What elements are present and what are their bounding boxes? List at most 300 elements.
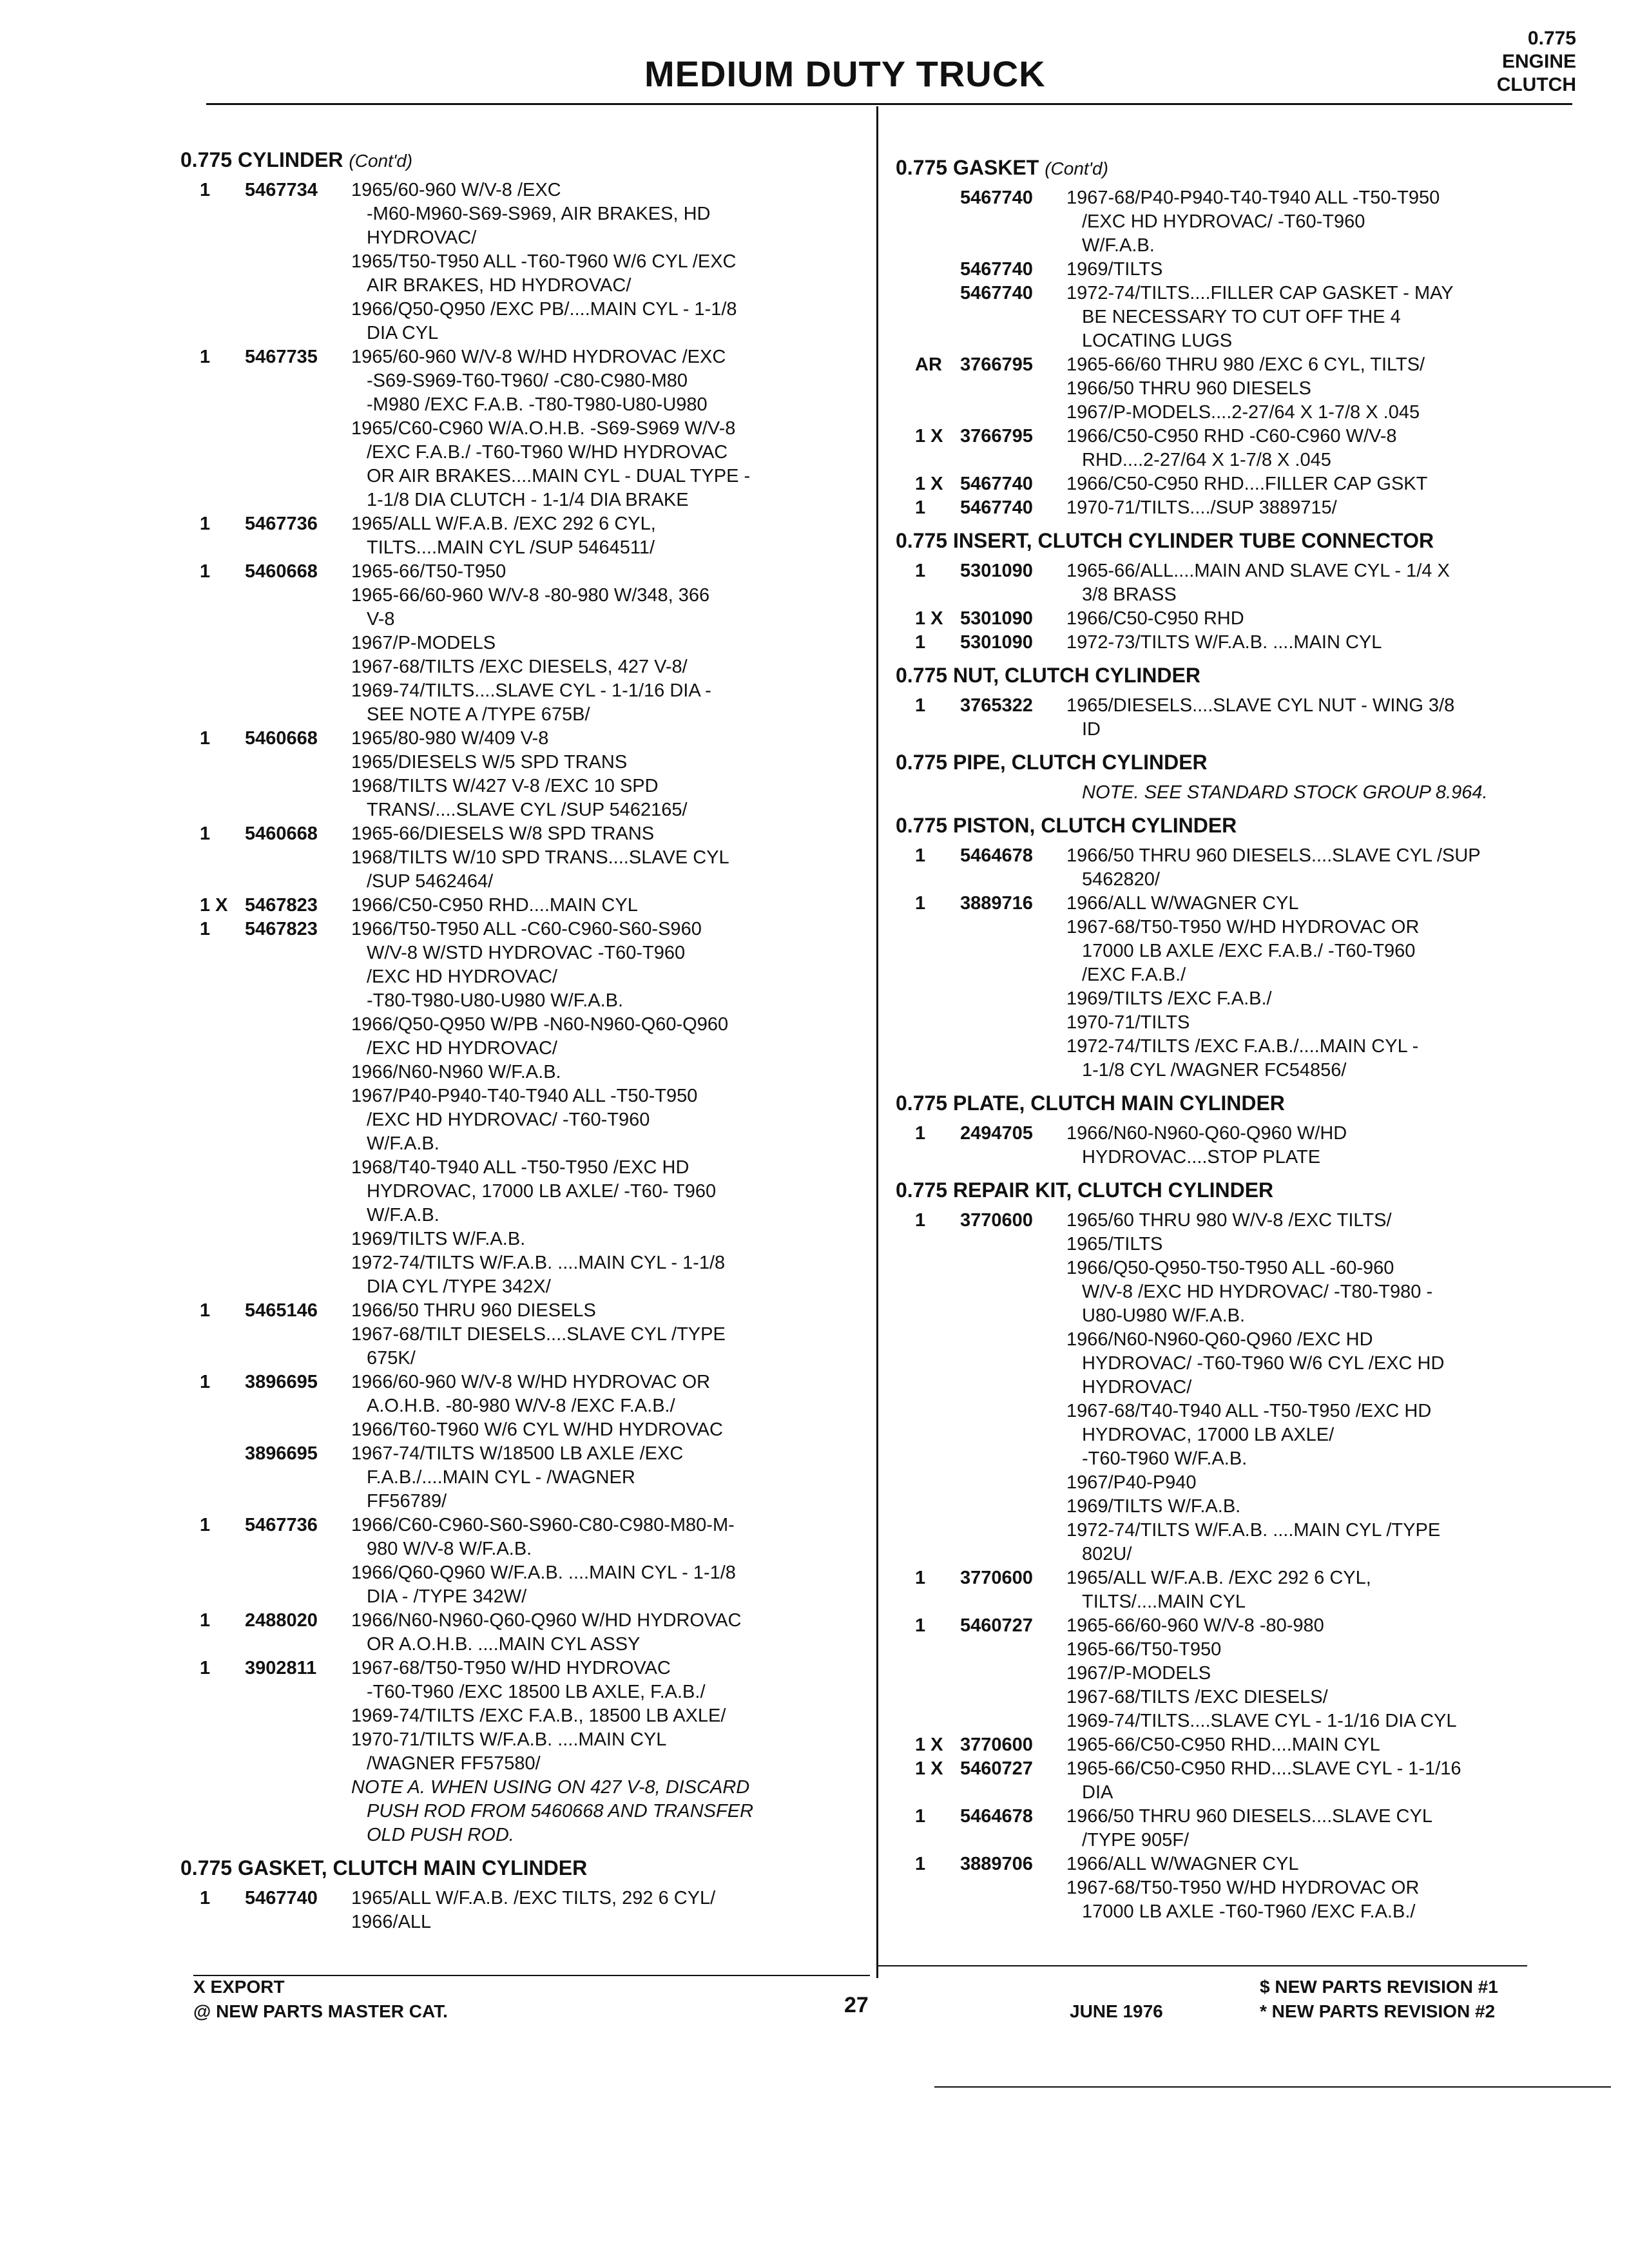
part-entry [896,496,1553,520]
part-quantity [896,258,960,282]
part-quantity: 1 [915,1568,926,1588]
section-heading [896,751,1553,774]
description-line: 1965/DIESELS....SLAVE CYL NUT - WING 3/8 [1066,695,1455,716]
part-description [1066,472,1553,496]
part-entry [180,1299,857,1370]
part-entry [896,559,1553,607]
part-number: 5467740 [960,187,1033,208]
description-line: /SUP 5462464/ [367,871,494,892]
description-line: HYDROVAC/ [367,227,477,248]
description-line: 1966/C50-C950 RHD [1066,608,1244,629]
part-number: 5301090 [960,608,1033,629]
part-entry [180,345,857,512]
part-description [351,1887,857,1934]
description-line: 1965/C60-C960 W/A.O.H.B. -S69-S969 W/V-8 [351,418,736,439]
description-line: TRANS/....SLAVE CYL /SUP 5462165/ [367,800,688,820]
part-quantity: 1 X [200,895,228,916]
part-description [351,345,857,512]
part-description [1066,496,1553,520]
part-quantity: 1 [915,893,926,914]
part-number: 2494705 [960,1123,1033,1144]
description-line: 1970-71/TILTS..../SUP 3889715/ [1066,497,1337,518]
part-entry [180,1442,857,1514]
description-line: 1966/50 THRU 960 DIESELS....SLAVE CYL [1066,1806,1432,1827]
description-line: W/F.A.B. [367,1205,439,1225]
description-line: 1965-66/60 THRU 980 /EXC 6 CYL, TILTS/ [1066,354,1425,375]
description-line: 1966/ALL W/WAGNER CYL [1066,893,1299,914]
description-line: 1966/T50-T950 ALL -C60-C960-S60-S960 [351,919,702,939]
part-number: 5467740 [960,259,1033,280]
part-quantity: 1 [915,1806,926,1827]
section-title: 0.775 GASKET [896,156,1039,179]
description-line: 1967-68/T50-T950 W/HD HYDROVAC OR [1066,917,1420,937]
description-line: 1969-74/TILTS....SLAVE CYL - 1-1/16 DIA CYL [1066,1711,1457,1731]
part-entry [896,607,1553,631]
part-entry [180,822,857,894]
section-heading [896,1178,1553,1202]
description-line: 1967-74/TILTS W/18500 LB AXLE /EXC [351,1443,684,1464]
part-number: 3896695 [245,1443,318,1464]
part-number: 5460668 [245,728,318,749]
description-line: NOTE A. WHEN USING ON 427 V-8, DISCARD [351,1777,750,1798]
description-line: 1972-74/TILTS W/F.A.B. ....MAIN CYL /TYPE [1066,1520,1441,1541]
footer-rule-right [876,1965,1527,1966]
part-quantity [180,1442,245,1514]
description-line: 1965/ALL W/F.A.B. /EXC 292 6 CYL, [351,514,656,534]
part-number: 5467736 [245,1515,318,1535]
part-entry [896,892,1553,1082]
description-line: 1972-74/TILTS W/F.A.B. ....MAIN CYL - 1-1/8 [351,1253,726,1273]
part-number: 5460668 [245,561,318,582]
section-continued-label: (Cont'd) [349,151,413,171]
description-line: 1967-68/T50-T950 W/HD HYDROVAC OR [1066,1878,1420,1898]
description-line: W/V-8 /EXC HD HYDROVAC/ -T80-T980 - [1082,1282,1433,1302]
part-number: 5467740 [960,497,1033,518]
part-number: 5460668 [245,823,318,844]
description-line: DIA CYL [367,323,439,343]
description-line: /TYPE 905F/ [1082,1830,1190,1850]
description-line: NOTE. SEE STANDARD STOCK GROUP 8.964. [1082,782,1488,803]
part-description [351,1514,857,1609]
description-line: HYDROVAC/ [1082,1377,1192,1398]
description-line: DIA - /TYPE 342W/ [367,1586,527,1607]
description-line: 1969-74/TILTS....SLAVE CYL - 1-1/16 DIA - [351,680,711,701]
part-quantity: 1 [200,1515,211,1535]
description-line: 1972-74/TILTS....FILLER CAP GASKET - MAY [1066,283,1454,303]
part-number: 2488020 [245,1610,318,1631]
description-line: 1966/ALL [351,1912,432,1932]
part-description [351,822,857,894]
part-number: 3896695 [245,1372,318,1392]
description-line: W/V-8 W/STD HYDROVAC -T60-T960 [367,943,686,963]
description-line: 1965-66/T50-T950 [1066,1639,1222,1660]
description-line: 1965/60-960 W/V-8 W/HD HYDROVAC /EXC [351,347,726,367]
description-line: /EXC HD HYDROVAC/ [367,966,557,987]
part-quantity: 1 [200,823,211,844]
part-quantity: 1 [200,1610,211,1631]
header-category-block [1497,27,1576,97]
part-description [1066,425,1553,472]
description-line: 1966/N60-N960-Q60-Q960 /EXC HD [1066,1329,1373,1350]
section-heading [896,529,1553,553]
description-line: 1965-66/T50-T950 [351,561,506,582]
part-description [351,178,857,345]
description-line: /WAGNER FF57580/ [367,1753,541,1774]
description-line: BE NECESSARY TO CUT OFF THE 4 [1082,307,1401,327]
part-quantity [896,282,960,353]
part-description [1066,694,1553,742]
part-quantity: 1 [915,1615,926,1636]
part-number: 3765322 [960,695,1033,716]
description-line: 1965-66/DIESELS W/8 SPD TRANS [351,823,655,844]
header-category: ENGINE [1501,51,1576,72]
part-entry [896,472,1553,496]
description-line: 1969/TILTS W/F.A.B. [351,1229,526,1249]
part-entry [180,560,857,727]
part-number: 5467735 [245,347,318,367]
part-quantity: 1 X [915,474,943,494]
part-description [351,727,857,822]
description-line: 1966/C50-C950 RHD -C60-C960 W/V-8 [1066,426,1397,447]
part-quantity: 1 X [915,1735,943,1755]
description-line: 1965-66/C50-C950 RHD....SLAVE CYL - 1-1/16 [1066,1758,1461,1779]
part-entry [180,1609,857,1657]
description-line: 1966/50 THRU 960 DIESELS....SLAVE CYL /SUP [1066,845,1481,866]
header-subcategory: CLUTCH [1496,74,1576,95]
part-description [1066,892,1553,1082]
description-line: -M60-M960-S69-S969, AIR BRAKES, HD [367,204,711,224]
description-line: DIA [1082,1782,1113,1803]
description-line: 802U/ [1082,1544,1132,1564]
section-title: 0.775 INSERT, CLUTCH CYLINDER TUBE CONNECTOR [896,529,1434,552]
part-description [1066,631,1553,655]
part-quantity [896,186,960,258]
part-quantity [896,781,960,805]
description-line: 5462820/ [1082,869,1160,890]
part-description [1066,1566,1553,1614]
part-description [351,1370,857,1442]
part-entry [180,918,857,1299]
description-line: 1-1/8 DIA CLUTCH - 1-1/4 DIA BRAKE [367,490,689,510]
description-line: 1966/Q50-Q950-T50-T950 ALL -60-960 [1066,1258,1394,1278]
description-line: 1966/N60-N960-Q60-Q960 W/HD HYDROVAC [351,1610,742,1631]
section-title: 0.775 PIPE, CLUTCH CYLINDER [896,751,1208,774]
description-line: 1972-74/TILTS /EXC F.A.B./....MAIN CYL - [1066,1036,1419,1057]
section-title: 0.775 GASKET, CLUTCH MAIN CYLINDER [180,1856,588,1879]
part-number: 3889706 [960,1854,1033,1874]
description-line: 1965/ALL W/F.A.B. /EXC TILTS, 292 6 CYL/ [351,1888,716,1908]
part-quantity: 1 [200,561,211,582]
section-heading [896,1091,1553,1115]
part-entry [896,844,1553,892]
part-quantity: 1 [915,845,926,866]
part-description [351,512,857,560]
description-line: -T60-T960 W/F.A.B. [1082,1448,1248,1469]
left-column [180,139,857,1934]
footer-rule-left [193,1975,870,1976]
part-description [351,1657,857,1847]
description-line: 1967/P40-P940-T40-T940 ALL -T50-T950 [351,1086,698,1106]
part-description [1066,1122,1553,1169]
part-description [1066,258,1553,282]
description-line: LOCATING LUGS [1082,331,1233,351]
part-quantity: 1 [915,1210,926,1231]
part-quantity: 1 [200,728,211,749]
part-quantity: 1 X [915,426,943,447]
description-line: 1967/P-MODELS [1066,1663,1211,1684]
section-title: 0.775 PLATE, CLUTCH MAIN CYLINDER [896,1091,1285,1115]
part-quantity: 1 [200,1372,211,1392]
description-line: 1967/P40-P940 [1066,1472,1197,1493]
description-line: TILTS/....MAIN CYL [1082,1591,1246,1612]
description-line: 1972-73/TILTS W/F.A.B. ....MAIN CYL [1066,632,1382,653]
description-line: 1965/ALL W/F.A.B. /EXC 292 6 CYL, [1066,1568,1371,1588]
part-description [1066,559,1553,607]
description-line: 1966/N60-N960-Q60-Q960 W/HD [1066,1123,1347,1144]
part-number: 3902811 [245,1658,317,1678]
part-number: 3766795 [960,354,1033,375]
description-line: /EXC F.A.B./ [1082,965,1186,985]
part-entry [896,694,1553,742]
section-heading [896,814,1553,838]
description-line: 1965/80-980 W/409 V-8 [351,728,549,749]
description-line: AIR BRAKES, HD HYDROVAC/ [367,275,631,296]
description-line: 1965-66/C50-C950 RHD....MAIN CYL [1066,1735,1380,1755]
description-line: 17000 LB AXLE /EXC F.A.B./ -T60-T960 [1082,941,1416,961]
part-number: 5467736 [245,514,318,534]
part-number: 5464678 [960,1806,1033,1827]
part-quantity: 1 [200,919,211,939]
part-quantity: 1 [200,347,211,367]
description-line: A.O.H.B. -80-980 W/V-8 /EXC F.A.B./ [367,1396,675,1416]
description-line: TILTS....MAIN CYL /SUP 5464511/ [367,537,655,558]
section-heading [180,1856,857,1880]
description-line: 1967-68/TILTS /EXC DIESELS/ [1066,1687,1328,1707]
description-line: 1966/60-960 W/V-8 W/HD HYDROVAC OR [351,1372,711,1392]
column-divider [876,106,878,1978]
description-line: 1966/ALL W/WAGNER CYL [1066,1854,1299,1874]
description-line: 1969/TILTS /EXC F.A.B./ [1066,988,1272,1009]
header-rule [206,103,1572,105]
part-entry [180,178,857,345]
description-line: 675K/ [367,1348,416,1369]
description-line: 1967-68/T40-T940 ALL -T50-T950 /EXC HD [1066,1401,1432,1421]
description-line: U80-U980 W/F.A.B. [1082,1305,1246,1326]
description-line: ID [1082,719,1101,740]
section-title: 0.775 NUT, CLUTCH CYLINDER [896,664,1200,687]
description-line: RHD....2-27/64 X 1-7/8 X .045 [1082,450,1331,470]
bottom-rule [934,2086,1611,2088]
part-number: 3770600 [960,1735,1033,1755]
description-line: /EXC HD HYDROVAC/ [367,1038,557,1059]
description-line: -S69-S969-T60-T960/ -C80-C980-M80 [367,370,688,391]
part-description [1066,844,1553,892]
description-line: 1967/P-MODELS....2-27/64 X 1-7/8 X .045 [1066,402,1420,423]
part-entry [180,1657,857,1847]
part-entry [896,1757,1553,1805]
header-section-code: 0.775 [1527,28,1576,49]
part-entry [896,631,1553,655]
description-line: -T60-T960 /EXC 18500 LB AXLE, F.A.B./ [367,1682,706,1702]
description-line: 980 W/V-8 W/F.A.B. [367,1539,532,1559]
section-heading [180,148,857,172]
description-line: OLD PUSH ROD. [367,1825,514,1845]
part-quantity: 1 [200,180,211,200]
part-quantity: 1 [200,1300,211,1321]
part-entry [180,512,857,560]
description-line: 17000 LB AXLE -T60-T960 /EXC F.A.B./ [1082,1901,1416,1922]
description-line: DIA CYL /TYPE 342X/ [367,1276,551,1297]
part-number: 5460727 [960,1615,1033,1636]
part-entry [896,258,1553,282]
footer-revision-2: * NEW PARTS REVISION #2 [1260,2001,1496,2021]
part-entry [180,727,857,822]
description-line: HYDROVAC, 17000 LB AXLE/ -T60- T960 [367,1181,717,1202]
part-entry [896,1122,1553,1169]
description-line: PUSH ROD FROM 5460668 AND TRANSFER [367,1801,754,1821]
page-number: 27 [844,1993,869,2017]
description-line: 1965/T50-T950 ALL -T60-T960 W/6 CYL /EXC [351,251,737,272]
part-quantity: 1 [915,695,926,716]
part-description [1066,1805,1553,1852]
description-line: 1967-68/P40-P940-T40-T940 ALL -T50-T950 [1066,187,1440,208]
part-description [1066,1852,1553,1924]
part-description [1066,282,1553,353]
part-number: 5467823 [245,919,318,939]
description-line: 1965-66/ALL....MAIN AND SLAVE CYL - 1/4 X [1066,561,1450,581]
footer-revision-1: $ NEW PARTS REVISION #1 [1260,1977,1498,1997]
section-title: 0.775 REPAIR KIT, CLUTCH CYLINDER [896,1178,1274,1202]
section-continued-label: (Cont'd) [1045,159,1108,178]
part-number: 5467740 [960,283,1033,303]
part-description [1066,1209,1553,1566]
description-line: HYDROVAC, 17000 LB AXLE/ [1082,1425,1335,1445]
part-entry [180,1514,857,1609]
description-line: V-8 [367,609,395,629]
part-description [1066,353,1553,425]
part-number: 3770600 [960,1568,1033,1588]
description-line: /EXC F.A.B./ -T60-T960 W/HD HYDROVAC [367,442,728,463]
part-quantity: 1 X [915,1758,943,1779]
part-description [1066,1614,1553,1733]
part-description [1066,1757,1553,1805]
description-line: 1-1/8 CYL /WAGNER FC54856/ [1082,1060,1347,1081]
description-line: 1966/Q50-Q950 /EXC PB/....MAIN CYL - 1-1/8 [351,299,737,320]
part-entry [896,353,1553,425]
description-line: SEE NOTE A /TYPE 675B/ [367,704,590,725]
part-description [1066,186,1553,258]
description-line: OR AIR BRAKES....MAIN CYL - DUAL TYPE - [367,466,751,486]
description-line: 1965/60-960 W/V-8 /EXC [351,180,561,200]
section-title: 0.775 PISTON, CLUTCH CYLINDER [896,814,1237,837]
description-line: 1967/P-MODELS [351,633,496,653]
part-quantity: 1 [200,514,211,534]
right-column [896,147,1553,1924]
description-line: /EXC HD HYDROVAC/ -T60-T960 [367,1110,650,1130]
part-entry [896,1805,1553,1852]
footer-date: JUNE 1976 [1070,2001,1163,2021]
description-line: 1970-71/TILTS W/F.A.B. ....MAIN CYL [351,1729,667,1750]
description-line: 1966/Q50-Q950 W/PB -N60-N960-Q60-Q960 [351,1014,729,1035]
part-number: 3889716 [960,893,1033,914]
part-entry [896,1614,1553,1733]
description-line: 1966/50 THRU 960 DIESELS [351,1300,596,1321]
part-description [351,918,857,1299]
description-line: 1968/T40-T940 ALL -T50-T950 /EXC HD [351,1157,689,1178]
part-quantity: 1 [915,561,926,581]
description-line: 1966/T60-T960 W/6 CYL W/HD HYDROVAC [351,1419,723,1440]
part-description [351,560,857,727]
page-title: MEDIUM DUTY TRUCK [644,53,1046,94]
description-line: 1969/TILTS W/F.A.B. [1066,1496,1241,1517]
description-line: 1966/C50-C950 RHD....FILLER CAP GSKT [1066,474,1428,494]
description-line: 1965/TILTS [1066,1234,1163,1254]
part-quantity: AR [915,354,942,375]
part-number: 5465146 [245,1300,318,1321]
part-quantity: 1 [200,1658,211,1678]
part-entry [896,282,1553,353]
part-quantity: 1 X [915,608,943,629]
part-quantity: 1 [915,1123,926,1144]
description-line: 1969-74/TILTS /EXC F.A.B., 18500 LB AXLE/ [351,1706,726,1726]
part-description [1066,781,1553,805]
description-line: 1967-68/TILT DIESELS....SLAVE CYL /TYPE [351,1324,726,1345]
description-line: 3/8 BRASS [1082,584,1177,605]
description-line: -M980 /EXC F.A.B. -T80-T980-U80-U980 [367,394,708,415]
description-line: W/F.A.B. [367,1133,439,1154]
part-number: 5301090 [960,632,1033,653]
description-line: F.A.B./....MAIN CYL - /WAGNER [367,1467,635,1488]
description-line: /EXC HD HYDROVAC/ -T60-T960 [1082,211,1365,232]
description-line: 1970-71/TILTS [1066,1012,1190,1033]
part-number: 5467740 [960,474,1033,494]
part-entry [180,894,857,918]
part-entry [896,1852,1553,1924]
part-entry [180,1887,857,1934]
footer-export-note: X EXPORT [193,1977,285,1997]
part-entry [896,781,1553,805]
description-line: 1966/50 THRU 960 DIESELS [1066,378,1311,399]
description-line: 1969/TILTS [1066,259,1163,280]
description-line: 1966/N60-N960 W/F.A.B. [351,1062,561,1082]
part-entry [896,425,1553,472]
part-number: 5467740 [245,1888,318,1908]
description-line: FF56789/ [367,1491,447,1512]
description-line: 1965-66/60-960 W/V-8 -80-980 W/348, 366 [351,585,710,606]
part-description [351,1299,857,1370]
part-number [960,781,1066,805]
part-number: 3770600 [960,1210,1033,1231]
part-quantity: 1 [915,632,926,653]
description-line: W/F.A.B. [1082,235,1155,256]
part-number: 3766795 [960,426,1033,447]
description-line: 1966/C50-C950 RHD....MAIN CYL [351,895,638,916]
description-line: 1966/C60-C960-S60-S960-C80-C980-M80-M- [351,1515,735,1535]
part-description [351,1609,857,1657]
description-line: 1966/Q60-Q960 W/F.A.B. ....MAIN CYL - 1-1/8 [351,1562,736,1583]
part-quantity: 1 [915,1854,926,1874]
description-line: 1965/60 THRU 980 W/V-8 /EXC TILTS/ [1066,1210,1392,1231]
description-line: HYDROVAC....STOP PLATE [1082,1147,1321,1168]
part-description [1066,1733,1553,1757]
part-entry [896,186,1553,258]
part-number: 5464678 [960,845,1033,866]
part-description [351,1442,857,1514]
footer-master-note: @ NEW PARTS MASTER CAT. [193,2001,448,2021]
description-line: 1965-66/60-960 W/V-8 -80-980 [1066,1615,1324,1636]
description-line: 1968/TILTS W/10 SPD TRANS....SLAVE CYL [351,847,729,868]
description-line: HYDROVAC/ -T60-T960 W/6 CYL /EXC HD [1082,1353,1445,1374]
